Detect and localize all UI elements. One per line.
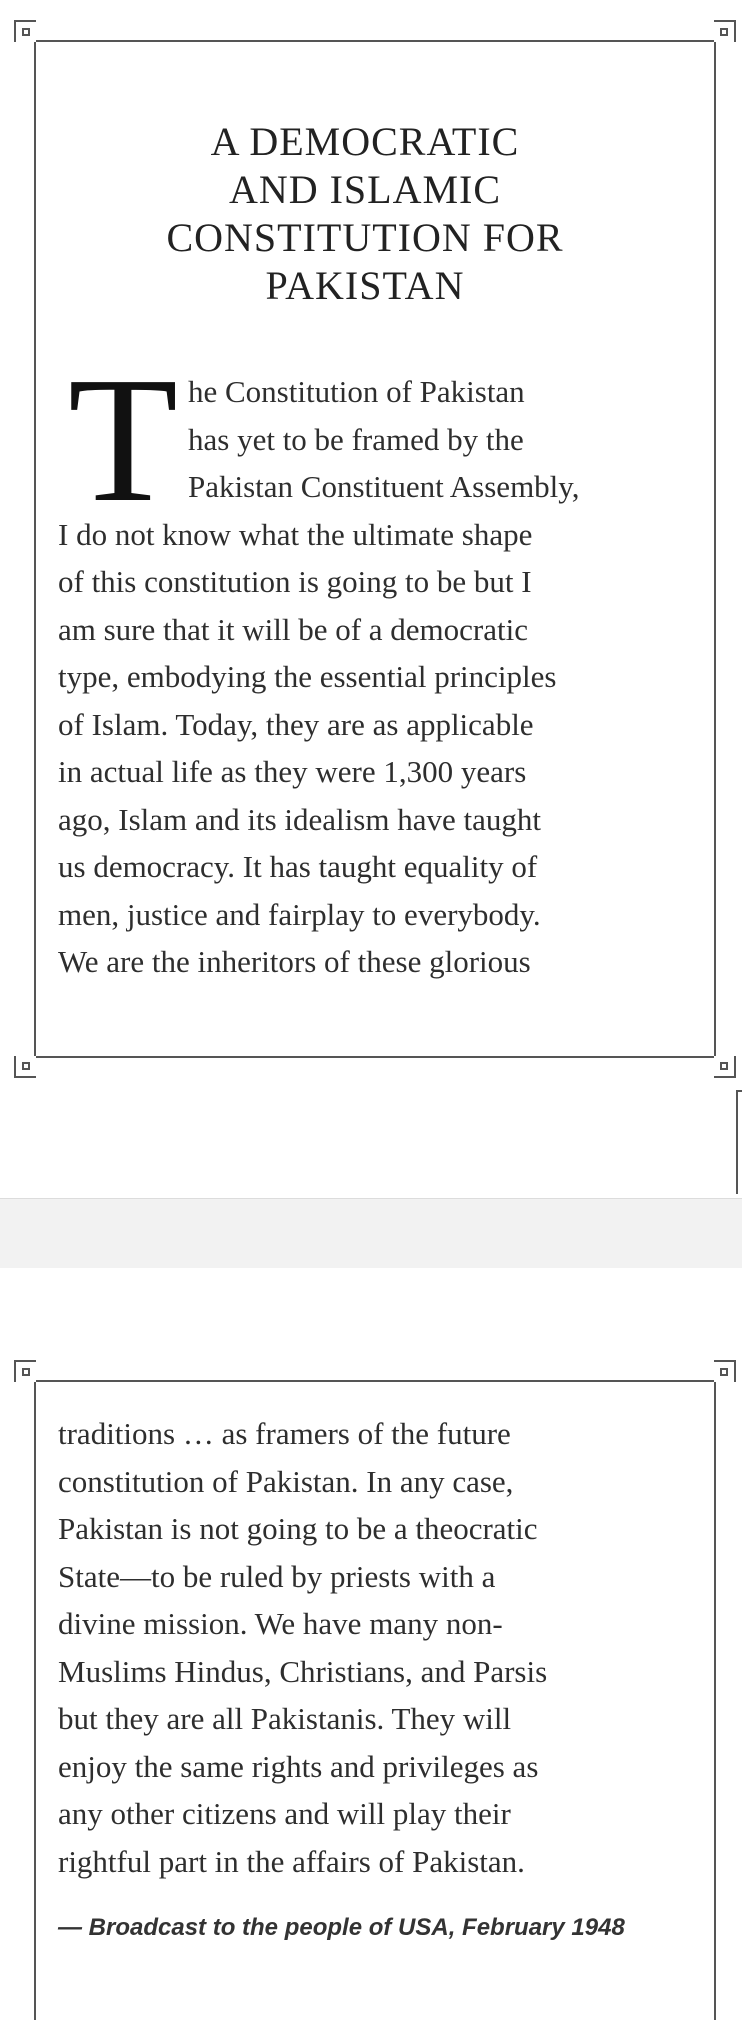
attribution: — Broadcast to the people of USA, February 1948 (58, 1914, 625, 1941)
text-line: State—to be ruled by priests with a (58, 1558, 496, 1594)
title-line: CONSTITUTION FOR (166, 215, 564, 260)
drop-cap: T (68, 340, 178, 539)
text-line: enjoy the same rights and privileges as (58, 1748, 539, 1784)
page-title (60, 118, 670, 310)
text-line: rightful part in the affairs of Pakistan. (58, 1843, 525, 1879)
text-line: but they are all Pakistanis. They will (58, 1701, 512, 1736)
title-line: A DEMOCRATIC (210, 119, 520, 164)
title-line: PAKISTAN (265, 263, 465, 308)
text-line: Pakistan is not going to be a theocratic (58, 1511, 538, 1546)
page-separator (0, 1198, 742, 1270)
text-line: divine mission. We have many non- (58, 1606, 503, 1641)
adjacent-page-edge (736, 1090, 742, 1194)
text-line: type, embodying the essential principles (58, 659, 557, 694)
text-line: of Islam. Today, they are as applicable (58, 706, 534, 742)
text-line: in actual life as they were 1,300 years (58, 754, 527, 789)
title-line: AND ISLAMIC (228, 167, 502, 212)
body-paragraph-page-2 (58, 1410, 678, 1885)
text-line: I do not know what the ultimate shape (58, 516, 533, 552)
corner-ornament-icon (714, 1360, 736, 1382)
text-line: men, justice and fairplay to everybody. (58, 896, 541, 932)
text-line: has yet to be framed by the (188, 421, 524, 457)
corner-ornament-icon (14, 1056, 36, 1078)
text-line: constitution of Pakistan. In any case, (58, 1463, 514, 1499)
body-paragraph-page-1 (58, 340, 678, 986)
corner-ornament-icon (714, 1056, 736, 1078)
text-line: any other citizens and will play their (58, 1796, 511, 1831)
text-line: traditions … as framers of the future (58, 1416, 511, 1451)
corner-ornament-icon (714, 20, 736, 42)
text-line: am sure that it will be of a democratic (58, 611, 528, 647)
corner-ornament-icon (14, 1360, 36, 1382)
text-line: Pakistan Constituent Assembly, (188, 469, 580, 504)
text-line: of this constitution is going to be but I (58, 564, 532, 599)
text-line: us democracy. It has taught equality of (58, 849, 538, 884)
text-line: We are the inheritors of these glorious (58, 944, 531, 979)
text-line: ago, Islam and its idealism have taught (58, 801, 541, 837)
text-line: he Constitution of Pakistan (188, 374, 525, 409)
text-line: Muslims Hindus, Christians, and Parsis (58, 1653, 548, 1689)
corner-ornament-icon (14, 20, 36, 42)
